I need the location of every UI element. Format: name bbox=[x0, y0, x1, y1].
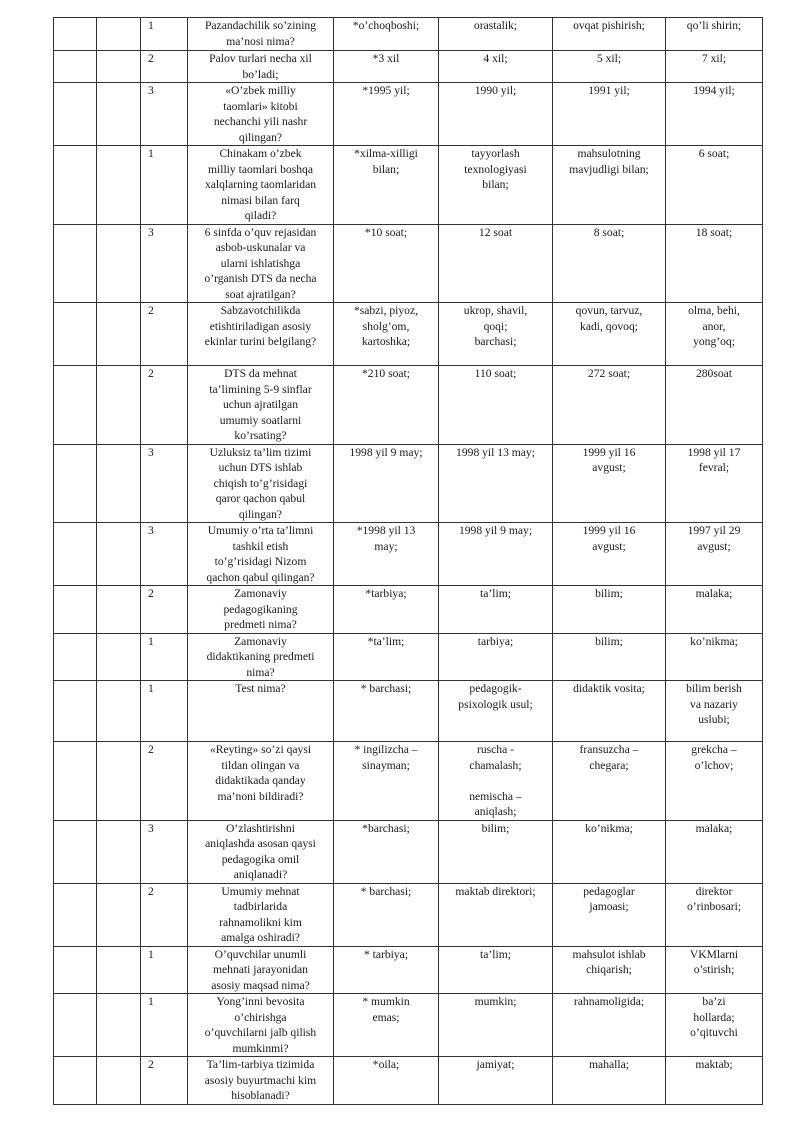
blank-cell bbox=[54, 681, 97, 742]
difficulty-level: 2 bbox=[141, 51, 188, 83]
answer-correct: *o’choqboshi; bbox=[334, 18, 439, 51]
blank-cell bbox=[97, 633, 141, 681]
answer-option: ta’lim; bbox=[439, 946, 553, 994]
answer-correct: * tarbiya; bbox=[334, 946, 439, 994]
question-text: Sabzavotchilikda etishtiriladigan asosiy ekinlar turini belgilang? bbox=[188, 303, 334, 366]
question-text: «O’zbek milliy taomlari» kitobi nechanchi yili nashr qilingan? bbox=[188, 83, 334, 146]
difficulty-level: 2 bbox=[141, 1057, 188, 1105]
table-body bbox=[54, 18, 763, 1105]
answer-correct: *ta’lim; bbox=[334, 633, 439, 681]
answer-option: ta’lim; bbox=[439, 586, 553, 634]
difficulty-level: 3 bbox=[141, 523, 188, 586]
difficulty-level: 2 bbox=[141, 586, 188, 634]
blank-cell bbox=[97, 1057, 141, 1105]
answer-option: bilim; bbox=[553, 586, 666, 634]
difficulty-level: 3 bbox=[141, 444, 188, 523]
blank-cell bbox=[97, 366, 141, 445]
blank-cell bbox=[54, 633, 97, 681]
answer-option: 1997 yil 29 avgust; bbox=[666, 523, 763, 586]
answer-option: 4 xil; bbox=[439, 51, 553, 83]
answer-correct: *oila; bbox=[334, 1057, 439, 1105]
answer-correct: * barchasi; bbox=[334, 883, 439, 946]
table-row bbox=[54, 303, 763, 366]
difficulty-level: 2 bbox=[141, 366, 188, 445]
question-text: O’zlashtirishni aniqlashda asosan qaysi pedagogika omil aniqlanadi? bbox=[188, 820, 334, 883]
difficulty-level: 1 bbox=[141, 994, 188, 1057]
blank-cell bbox=[97, 444, 141, 523]
answer-option: tayyorlash texnologiyasi bilan; bbox=[439, 146, 553, 225]
answer-correct: *1995 yil; bbox=[334, 83, 439, 146]
blank-cell bbox=[97, 83, 141, 146]
answer-option: fransuzcha – chegara; bbox=[553, 742, 666, 821]
blank-cell bbox=[54, 820, 97, 883]
answer-option: grekcha – o’lchov; bbox=[666, 742, 763, 821]
answer-option: ko’nikma; bbox=[553, 820, 666, 883]
question-text: Palov turlari necha xil bo’ladi; bbox=[188, 51, 334, 83]
blank-cell bbox=[54, 146, 97, 225]
answer-correct: *210 soat; bbox=[334, 366, 439, 445]
question-text: Zamonaviy didaktikaning predmeti nima? bbox=[188, 633, 334, 681]
answer-option: maktab; bbox=[666, 1057, 763, 1105]
answer-option: malaka; bbox=[666, 820, 763, 883]
answer-correct: * ingilizcha – sinayman; bbox=[334, 742, 439, 821]
table-row bbox=[54, 681, 763, 742]
answer-option: 1999 yil 16 avgust; bbox=[553, 444, 666, 523]
answer-option: 1998 yil 17 fevral; bbox=[666, 444, 763, 523]
blank-cell bbox=[54, 18, 97, 51]
answer-correct: *10 soat; bbox=[334, 224, 439, 303]
answer-option: mahsulotning mavjudligi bilan; bbox=[553, 146, 666, 225]
question-text: Chinakam o’zbek milliy taomlari boshqa xalqlarning taomlaridan nimasi bilan farq qiladi? bbox=[188, 146, 334, 225]
answer-option: tarbiya; bbox=[439, 633, 553, 681]
answer-correct: 1998 yil 9 may; bbox=[334, 444, 439, 523]
difficulty-level: 1 bbox=[141, 18, 188, 51]
table-row bbox=[54, 444, 763, 523]
answer-correct: *1998 yil 13 may; bbox=[334, 523, 439, 586]
difficulty-level: 1 bbox=[141, 946, 188, 994]
blank-cell bbox=[54, 586, 97, 634]
blank-cell bbox=[97, 146, 141, 225]
blank-cell bbox=[54, 303, 97, 366]
answer-option: 1994 yil; bbox=[666, 83, 763, 146]
answer-option: 280soat bbox=[666, 366, 763, 445]
answer-option: 1990 yil; bbox=[439, 83, 553, 146]
answer-option: ruscha - chamalash; nemischa – aniqlash; bbox=[439, 742, 553, 821]
difficulty-level: 2 bbox=[141, 883, 188, 946]
difficulty-level: 2 bbox=[141, 742, 188, 821]
blank-cell bbox=[54, 946, 97, 994]
difficulty-level: 1 bbox=[141, 681, 188, 742]
answer-option: malaka; bbox=[666, 586, 763, 634]
difficulty-level: 1 bbox=[141, 633, 188, 681]
question-text: Zamonaviy pedagogikaning predmeti nima? bbox=[188, 586, 334, 634]
answer-correct: *sabzi, piyoz, sholg’om, kartoshka; bbox=[334, 303, 439, 366]
answer-option: mumkin; bbox=[439, 994, 553, 1057]
answer-option: qo’li shirin; bbox=[666, 18, 763, 51]
table-row bbox=[54, 742, 763, 821]
difficulty-level: 2 bbox=[141, 303, 188, 366]
difficulty-level: 3 bbox=[141, 820, 188, 883]
table-row bbox=[54, 820, 763, 883]
answer-option: 7 xil; bbox=[666, 51, 763, 83]
answer-option: ovqat pishirish; bbox=[553, 18, 666, 51]
blank-cell bbox=[97, 303, 141, 366]
question-text: O’quvchilar unumli mehnati jarayonidan asosiy maqsad nima? bbox=[188, 946, 334, 994]
table-row bbox=[54, 18, 763, 51]
answer-option: bilim; bbox=[553, 633, 666, 681]
blank-cell bbox=[54, 994, 97, 1057]
difficulty-level: 1 bbox=[141, 146, 188, 225]
difficulty-level: 3 bbox=[141, 224, 188, 303]
answer-option: 8 soat; bbox=[553, 224, 666, 303]
answer-option: 1998 yil 9 may; bbox=[439, 523, 553, 586]
answer-option: direktor o’rinbosari; bbox=[666, 883, 763, 946]
answer-option: 12 soat bbox=[439, 224, 553, 303]
table-row bbox=[54, 946, 763, 994]
answer-option: ko’nikma; bbox=[666, 633, 763, 681]
table-row bbox=[54, 1057, 763, 1105]
table-row bbox=[54, 523, 763, 586]
blank-cell bbox=[97, 51, 141, 83]
answer-option: 5 xil; bbox=[553, 51, 666, 83]
answer-option: didaktik vosita; bbox=[553, 681, 666, 742]
blank-cell bbox=[54, 1057, 97, 1105]
table-row bbox=[54, 51, 763, 83]
question-text: Pazandachilik so’zining ma’nosi nima? bbox=[188, 18, 334, 51]
answer-option: 110 soat; bbox=[439, 366, 553, 445]
answer-correct: * mumkin emas; bbox=[334, 994, 439, 1057]
answer-correct: *3 xil bbox=[334, 51, 439, 83]
blank-cell bbox=[97, 586, 141, 634]
blank-cell bbox=[54, 444, 97, 523]
blank-cell bbox=[97, 742, 141, 821]
answer-option: bilim berish va nazariy uslubi; bbox=[666, 681, 763, 742]
table-row bbox=[54, 146, 763, 225]
answer-option: 1998 yil 13 may; bbox=[439, 444, 553, 523]
question-text: Yong’inni bevosita o’chirishga o’quvchilarni jalb qilish mumkinmi? bbox=[188, 994, 334, 1057]
blank-cell bbox=[97, 946, 141, 994]
answer-option: qovun, tarvuz, kadi, qovoq; bbox=[553, 303, 666, 366]
answer-correct: * barchasi; bbox=[334, 681, 439, 742]
table-row bbox=[54, 994, 763, 1057]
answer-correct: *barchasi; bbox=[334, 820, 439, 883]
test-questions-table bbox=[53, 17, 763, 1105]
answer-option: 272 soat; bbox=[553, 366, 666, 445]
table-row bbox=[54, 633, 763, 681]
blank-cell bbox=[54, 742, 97, 821]
blank-cell bbox=[54, 224, 97, 303]
question-text: Ta’lim-tarbiya tizimida asosiy buyurtmachi kim hisoblanadi? bbox=[188, 1057, 334, 1105]
answer-option: pedagogik- psixologik usul; bbox=[439, 681, 553, 742]
table-row bbox=[54, 224, 763, 303]
blank-cell bbox=[97, 18, 141, 51]
answer-option: ba’zi hollarda; o’qituvchi bbox=[666, 994, 763, 1057]
table-row bbox=[54, 366, 763, 445]
table-row bbox=[54, 83, 763, 146]
answer-option: mahsulot ishlab chiqarish; bbox=[553, 946, 666, 994]
answer-correct: *tarbiya; bbox=[334, 586, 439, 634]
answer-option: mahalla; bbox=[553, 1057, 666, 1105]
difficulty-level: 3 bbox=[141, 83, 188, 146]
answer-correct: *xilma-xilligi bilan; bbox=[334, 146, 439, 225]
answer-option: 18 soat; bbox=[666, 224, 763, 303]
question-text: Umumiy mehnat tadbirlarida rahnamolikni kim amalga oshiradi? bbox=[188, 883, 334, 946]
blank-cell bbox=[97, 681, 141, 742]
answer-option: orastalik; bbox=[439, 18, 553, 51]
blank-cell bbox=[97, 820, 141, 883]
answer-option: jamiyat; bbox=[439, 1057, 553, 1105]
answer-option: ukrop, shavil, qoqi; barchasi; bbox=[439, 303, 553, 366]
blank-cell bbox=[54, 523, 97, 586]
question-text: Uzluksiz ta’lim tizimi uchun DTS ishlab chiqish to’g’risidagi qaror qachon qabul qilingan? bbox=[188, 444, 334, 523]
table-row bbox=[54, 883, 763, 946]
blank-cell bbox=[97, 883, 141, 946]
answer-option: bilim; bbox=[439, 820, 553, 883]
blank-cell bbox=[97, 994, 141, 1057]
answer-option: rahnamoligida; bbox=[553, 994, 666, 1057]
answer-option: pedagoglar jamoasi; bbox=[553, 883, 666, 946]
blank-cell bbox=[97, 224, 141, 303]
blank-cell bbox=[97, 523, 141, 586]
answer-option: olma, behi, anor, yong’oq; bbox=[666, 303, 763, 366]
question-text: DTS da mehnat ta’limining 5-9 sinflar uchun ajratilgan umumiy soatlarni ko’rsating? bbox=[188, 366, 334, 445]
question-text: «Reyting» so’zi qaysi tildan olingan va didaktikada qanday ma’noni bildiradi? bbox=[188, 742, 334, 821]
question-text: 6 sinfda o’quv rejasidan asbob-uskunalar va ularni ishlatishga o’rganish DTS da necha soat ajratilgan? bbox=[188, 224, 334, 303]
answer-option: VKMlarni o’stirish; bbox=[666, 946, 763, 994]
blank-cell bbox=[54, 83, 97, 146]
blank-cell bbox=[54, 883, 97, 946]
answer-option: maktab direktori; bbox=[439, 883, 553, 946]
table-row bbox=[54, 586, 763, 634]
answer-option: 1999 yil 16 avgust; bbox=[553, 523, 666, 586]
blank-cell bbox=[54, 366, 97, 445]
blank-cell bbox=[54, 51, 97, 83]
answer-option: 1991 yil; bbox=[553, 83, 666, 146]
question-text: Test nima? bbox=[188, 681, 334, 742]
answer-option: 6 soat; bbox=[666, 146, 763, 225]
question-text: Umumiy o’rta ta’limni tashkil etish to’g’risidagi Nizom qachon qabul qilingan? bbox=[188, 523, 334, 586]
